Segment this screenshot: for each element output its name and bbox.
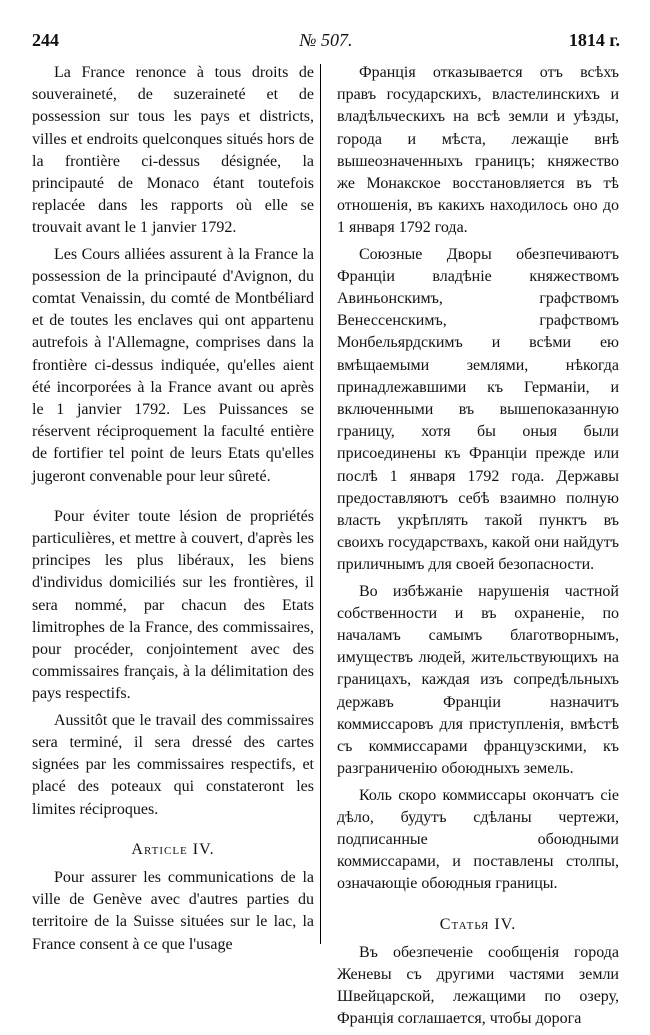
french-paragraph-2: Les Cours alliées assurent à la France la possession de la principauté d'Avignon, du comtat Venaissin, du comté de Montbéliard et de toutes les enclaves qui ont appartenu autrefois à l'Allemagne, comprises dans la frontière ci-dessus indiquée, qu'elles aient été incorporées à la France avant ou après le 1 janvier 1792. Les Puissances se réservent réciproquement la faculté entière de fortifier tel point de leurs Etats qu'elles jugeront convenable pour leur sûreté. <box>32 245 314 485</box>
french-paragraph-4: Aussitôt que le travail des commissaires sera terminé, il sera dressé des cartes signées par les commissaires respectifs, et placé des poteaux qui constateront les limites réciproques. <box>32 711 314 818</box>
russian-paragraph-5: Въ обезпеченіе сообщенія города Женевы съ другими частями земли Швейцарской, лежащими по озеру, Франція соглашается, чтобы дорога <box>337 943 619 1028</box>
year: 1814 г. <box>568 30 620 50</box>
column-divider <box>320 64 321 944</box>
french-paragraph-1: La France renonce à tous droits de souveraineté, de suzeraineté et de possession sur tous les pays et districts, villes et endroits quelconques situés hors de la frontière ci-dessus désignée, la principauté de Monaco étant toutefois replacée dans les rapports où elle se trouvait avant le 1 janvier 1792. <box>32 64 314 237</box>
russian-paragraph-4: Коль скоро коммиссары окончатъ сіе дѣло, будутъ сдѣланы чертежи, подписанные обоюдными коммиссарами, и поставлены столпы, означающіе обоюдныя границы. <box>337 786 619 893</box>
russian-article-heading: Статья IV. <box>439 915 517 933</box>
russian-paragraph-3: Во избѣжаніе нарушенія частной собственности и въ охраненіе, по началамъ самымъ благотворнымъ, имуществъ людей, жительствующихъ на границахъ, каждая изъ сопредѣльныхъ державъ Франціи назначитъ коммиссаровъ для приступленія, вмѣстѣ съ коммиссарами французскими, къ разграниченію обоюдныхъ земель. <box>337 582 619 778</box>
russian-column <box>337 62 619 1035</box>
french-paragraph-5: Pour assurer les communications de la ville de Genève avec d'autres parties du territoire de la Suisse situées sur le lac, la France consent à ce que l'usage <box>32 868 314 953</box>
treaty-number: № 507. <box>299 30 353 50</box>
page-number: 244 <box>32 30 59 50</box>
french-paragraph-3: Pour éviter toute lésion de propriétés particulières, et mettre à couvert, d'après les principes les plus libéraux, les biens d'individus domiciliés sur les frontières, il sera nommé, par chacun des Etats limitrophes de la France, des commissaires, pour procéder, conjointement avec des commissaires français, à la délimitation des pays respectifs. <box>32 507 314 703</box>
page-header <box>32 30 620 56</box>
french-column <box>32 62 314 960</box>
russian-paragraph-2: Союзные Дворы обезпечиваютъ Франціи владѣніе княжествомъ Авиньонскимъ, графствомъ Венессенскимъ, графствомъ Монбельярдскимъ и всѣми ею вмѣщаемыми землями, нѣкогда принадлежавшими къ Германіи, и включенными въ вышепоказанную границу, хотя бы оныя были присоединены къ Франціи прежде или послѣ 1 января 1792 года. Державы предоставляютъ себѣ взаимно полную власть укрѣплять такой пунктъ въ своихъ государствахъ, какой они найдутъ приличнымъ для своей безопасности. <box>337 245 619 574</box>
french-article-heading: Article IV. <box>131 840 215 858</box>
russian-paragraph-1: Франція отказывается отъ всѣхъ правъ государскихъ, властелинскихъ и владѣльческихъ на всѣ земли и уѣзды, города и мѣста, лежащіе внѣ вышеозначенныхъ границъ; княжество же Монакское восстановляется въ тѣ отношенія, въ какихъ находилось оно до 1 января 1792 года. <box>337 64 619 237</box>
